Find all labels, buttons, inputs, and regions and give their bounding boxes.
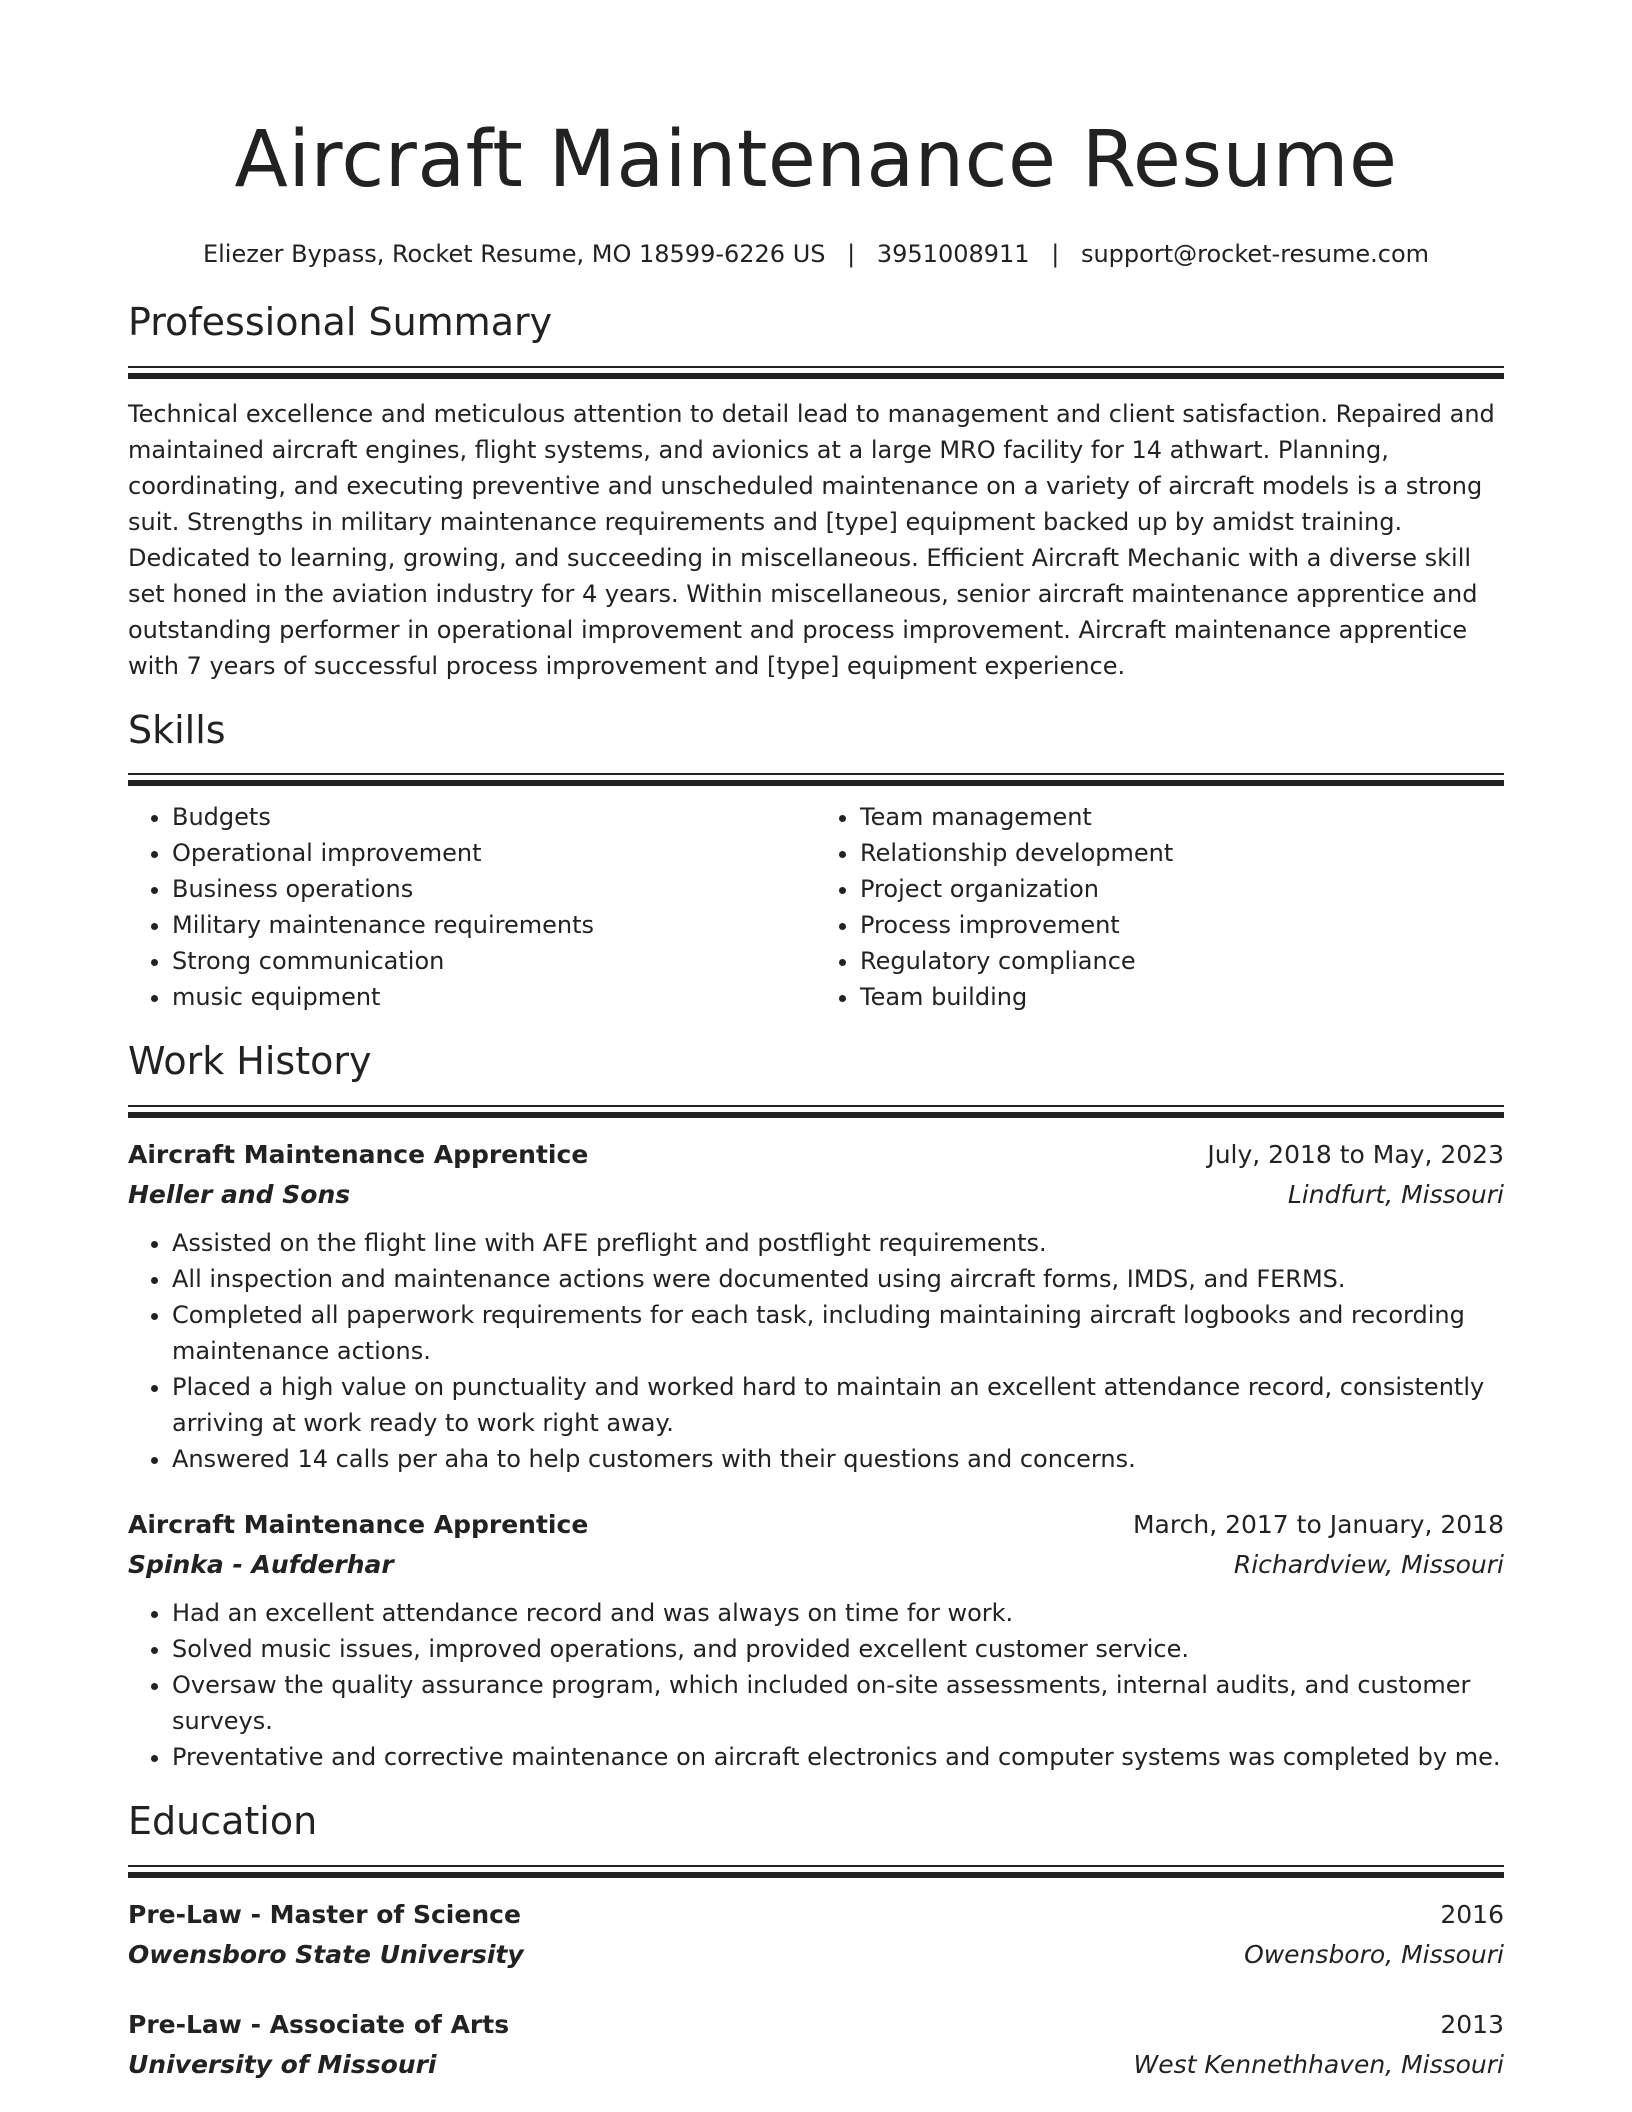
summary-section bbox=[128, 299, 1504, 684]
skill-item: • Business operations bbox=[172, 871, 816, 907]
skill-item: • Relationship development bbox=[860, 835, 1504, 871]
contact-separator: | bbox=[847, 239, 856, 268]
job-company-row bbox=[128, 1545, 1504, 1585]
skills-heading: Skills bbox=[128, 707, 226, 752]
skills-section bbox=[128, 707, 1504, 1016]
contact-separator: | bbox=[1051, 239, 1060, 268]
education-section bbox=[128, 1801, 1504, 2085]
education-school-row bbox=[128, 2045, 1504, 2085]
job-bullet: • Completed all paperwork requirements for each task, including maintaining aircraft logbooks and recording maintenance actions. bbox=[172, 1297, 1504, 1369]
skills-right-list bbox=[816, 799, 1504, 1015]
job-bullet: • Preventative and corrective maintenance on aircraft electronics and computer systems was completed by me. bbox=[172, 1739, 1504, 1775]
skill-item: • Budgets bbox=[172, 799, 816, 835]
skill-item: • Team building bbox=[860, 979, 1504, 1015]
skill-item: • Strong communication bbox=[172, 943, 816, 979]
section-divider bbox=[128, 773, 1504, 785]
education-header-row bbox=[128, 1895, 1504, 1935]
summary-text: Technical excellence and meticulous attention to detail lead to management and client satisfaction. Repaired and maintained aircraft engines, flight systems, and avionics at a large MRO facility for 14 athwart. Planning, coordinating, and executing preventive and unscheduled maintenance on a variety of aircraft models is a strong suit. Strengths in military maintenance requirements and [type] equipment backed up by amidst training. Dedicated to learning, growing, and succeeding in miscellaneous. Efficient Aircraft Mechanic with a diverse skill set honed in the aviation industry for 4 years. Within miscellaneous, senior aircraft maintenance apprentice and outstanding performer in operational improvement and process improvement. Aircraft maintenance apprentice with 7 years of successful process improvement and [type] equipment experience. bbox=[128, 399, 1495, 680]
education-header-row bbox=[128, 2005, 1504, 2045]
education-location: Owensboro, Missouri bbox=[1244, 1939, 1504, 1969]
skill-item: • Regulatory compliance bbox=[860, 943, 1504, 979]
education-heading: Education bbox=[128, 1799, 318, 1844]
summary-heading: Professional Summary bbox=[128, 299, 553, 344]
contact-address: Eliezer Bypass, Rocket Resume, MO 18599-6226 US bbox=[202, 239, 826, 268]
skill-item: • Process improvement bbox=[860, 907, 1504, 943]
job-bullet: • Had an excellent attendance record and was always on time for work. bbox=[172, 1595, 1504, 1631]
contact-line bbox=[128, 240, 1504, 268]
section-divider bbox=[128, 1865, 1504, 1877]
skills-columns bbox=[128, 799, 1504, 1015]
job-bullet: • Solved music issues, improved operations, and provided excellent customer service. bbox=[172, 1631, 1504, 1667]
skills-left-list bbox=[128, 799, 816, 1015]
work-section bbox=[128, 1041, 1504, 1775]
job-entry bbox=[128, 1135, 1504, 1477]
job-entry bbox=[128, 1505, 1504, 1775]
job-dates: July, 2018 to May, 2023 bbox=[1207, 1140, 1504, 1170]
job-bullet: • Assisted on the flight line with AFE preflight and postflight requirements. bbox=[172, 1225, 1504, 1261]
skill-item: • Military maintenance requirements bbox=[172, 907, 816, 943]
skill-item: • Project organization bbox=[860, 871, 1504, 907]
job-company: Spinka - Aufderhar bbox=[128, 1550, 394, 1580]
education-degree: Pre-Law - Master of Science bbox=[128, 1899, 521, 1929]
skill-item: • music equipment bbox=[172, 979, 816, 1015]
job-bullets bbox=[128, 1595, 1504, 1775]
job-dates: March, 2017 to January, 2018 bbox=[1132, 1510, 1504, 1540]
job-title: Aircraft Maintenance Apprentice bbox=[128, 1510, 589, 1540]
job-company-row bbox=[128, 1175, 1504, 1215]
section-divider bbox=[128, 366, 1504, 378]
job-header-row bbox=[128, 1135, 1504, 1175]
education-entry bbox=[128, 1895, 1504, 1975]
job-bullet: • Oversaw the quality assurance program, which included on-site assessments, internal audits, and customer surveys. bbox=[172, 1667, 1504, 1739]
job-bullet: • All inspection and maintenance actions were documented using aircraft forms, IMDS, and FERMS. bbox=[172, 1261, 1504, 1297]
skill-item: • Team management bbox=[860, 799, 1504, 835]
education-degree: Pre-Law - Associate of Arts bbox=[128, 2009, 510, 2039]
contact-email: support@rocket-resume.com bbox=[1080, 239, 1430, 268]
job-company: Heller and Sons bbox=[128, 1180, 351, 1210]
skill-item: • Operational improvement bbox=[172, 835, 816, 871]
education-school-row bbox=[128, 1935, 1504, 1975]
job-bullet: • Answered 14 calls per aha to help customers with their questions and concerns. bbox=[172, 1441, 1504, 1477]
job-location: Lindfurt, Missouri bbox=[1287, 1180, 1504, 1210]
job-title: Aircraft Maintenance Apprentice bbox=[128, 1140, 589, 1170]
job-location: Richardview, Missouri bbox=[1233, 1550, 1504, 1580]
education-year: 2016 bbox=[1440, 1899, 1504, 1929]
education-location: West Kennethhaven, Missouri bbox=[1133, 2049, 1504, 2079]
job-bullets bbox=[128, 1225, 1504, 1477]
resume-title: Aircraft Maintenance Resume bbox=[234, 115, 1398, 205]
job-header-row bbox=[128, 1505, 1504, 1545]
education-school: Owensboro State University bbox=[128, 1939, 524, 1969]
education-school: University of Missouri bbox=[128, 2049, 437, 2079]
section-divider bbox=[128, 1105, 1504, 1117]
education-year: 2013 bbox=[1440, 2009, 1504, 2039]
work-heading: Work History bbox=[128, 1039, 372, 1084]
contact-phone: 3951008911 bbox=[876, 239, 1030, 268]
job-bullet: • Placed a high value on punctuality and worked hard to maintain an excellent attendance record, consistently arriving at work ready to work right away. bbox=[172, 1369, 1504, 1441]
education-entry bbox=[128, 2005, 1504, 2085]
